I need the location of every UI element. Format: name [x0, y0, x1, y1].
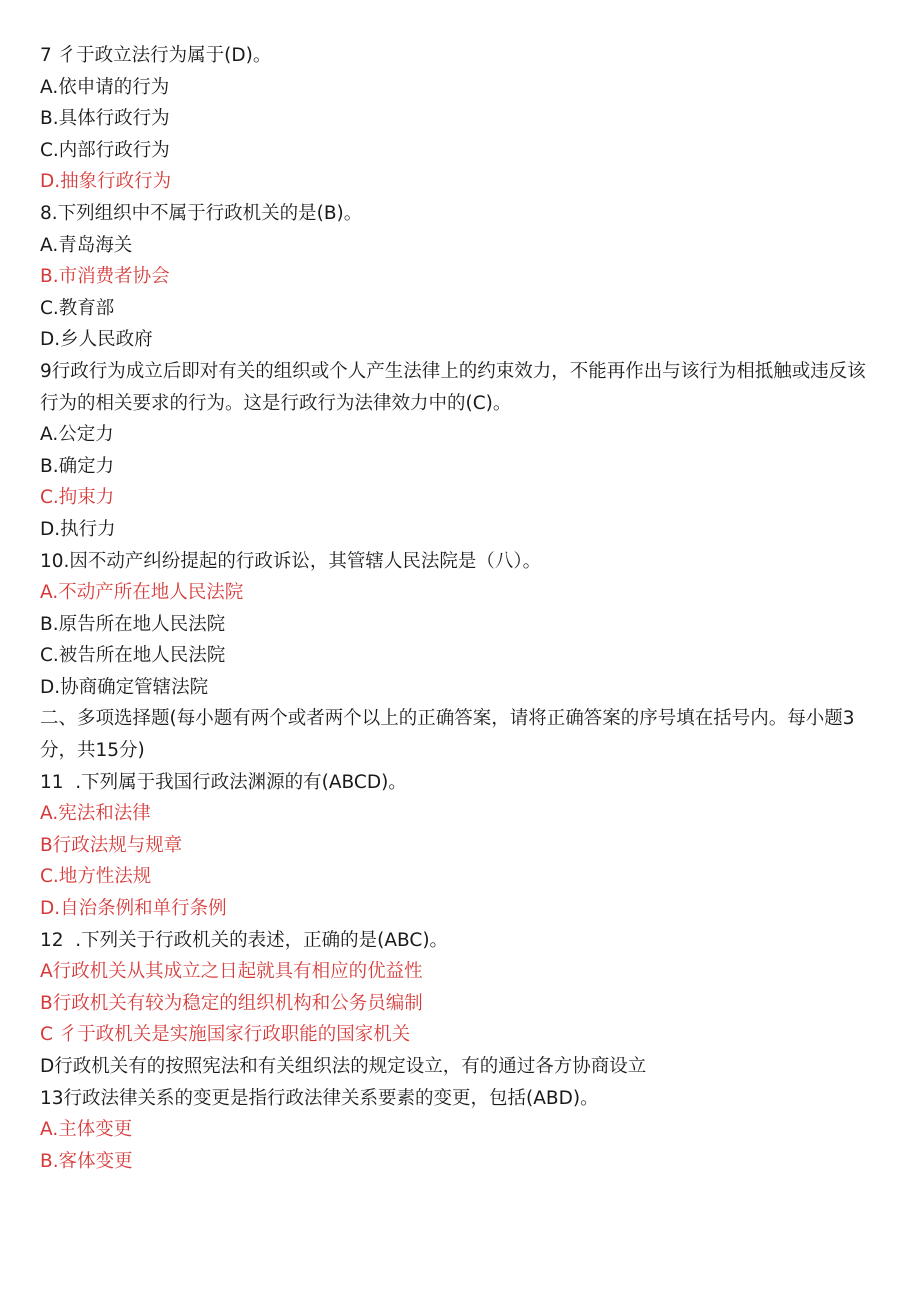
- answer-option-line: A.主体变更: [40, 1119, 133, 1141]
- text-line: 11 .下列属于我国行政法渊源的有(ABCD)。: [40, 771, 407, 793]
- answer-option-line: C 彳于政机关是实施国家行政职能的国家机关: [40, 1024, 411, 1046]
- text-line: 二、多项选择题(每小题有两个或者两个以上的正确答案，请将正确答案的序号填在括号内。每小题3: [40, 708, 855, 730]
- text-line: C.内部行政行为: [40, 139, 170, 161]
- text-line: B.确定力: [40, 455, 115, 477]
- text-line: B.原告所在地人民法院: [40, 613, 226, 635]
- text-line: D行政机关有的按照宪法和有关组织法的规定设立，有的通过各方协商设立: [40, 1056, 647, 1077]
- text-line: A.依申请的行为: [40, 76, 170, 98]
- text-line: 10.因不动产纠纷提起的行政诉讼，其管辖人民法院是（八）。: [40, 550, 542, 572]
- text-line: D.协商确定管辖法院: [40, 676, 209, 698]
- text-line: B.具体行政行为: [40, 108, 170, 130]
- answer-option-line: B.市消费者协会: [40, 266, 170, 288]
- text-line: A.青岛海关: [40, 234, 133, 256]
- text-line: 8.下列组织中不属于行政机关的是(B)。: [40, 202, 363, 224]
- text-line: C.教育部: [40, 297, 115, 319]
- answer-option-line: D.自治条例和单行条例: [40, 898, 227, 920]
- text-line: D.乡人民政府: [40, 329, 153, 351]
- text-line: 13行政法律关系的变更是指行政法律关系要素的变更，包括(ABD)。: [40, 1087, 599, 1109]
- answer-option-line: B行政法规与规章: [40, 834, 183, 856]
- text-line: 行为的相关要求的行为。这是行政行为法律效力中的(C)。: [40, 392, 512, 414]
- text-line: 9行政行为成立后即对有关的组织或个人产生法律上的约束效力，不能再作出与该行为相抵触或违反该: [40, 360, 866, 382]
- answer-option-line: C.拘束力: [40, 487, 115, 509]
- text-line: A.公定力: [40, 424, 114, 446]
- text-line: 7 彳于政立法行为属于(D)。: [40, 45, 272, 66]
- answer-option-line: D.抽象行政行为: [40, 171, 172, 193]
- answer-option-line: A行政机关从其成立之日起就具有相应的优益性: [40, 961, 423, 983]
- answer-option-line: A.不动产所在地人民法院: [40, 582, 244, 604]
- text-line: D.执行力: [40, 518, 116, 540]
- text-line: 分，共15分): [40, 740, 145, 762]
- text-line: 12 .下列关于行政机关的表述，正确的是(ABC)。: [40, 929, 449, 951]
- text-line: C.被告所在地人民法院: [40, 645, 226, 667]
- answer-option-line: B.客体变更: [40, 1150, 133, 1172]
- answer-option-line: B行政机关有较为稳定的组织机构和公务员编制: [40, 992, 423, 1014]
- answer-option-line: C.地方性法规: [40, 866, 152, 888]
- answer-option-line: A.宪法和法律: [40, 803, 151, 825]
- document-page: [40, 40, 880, 1177]
